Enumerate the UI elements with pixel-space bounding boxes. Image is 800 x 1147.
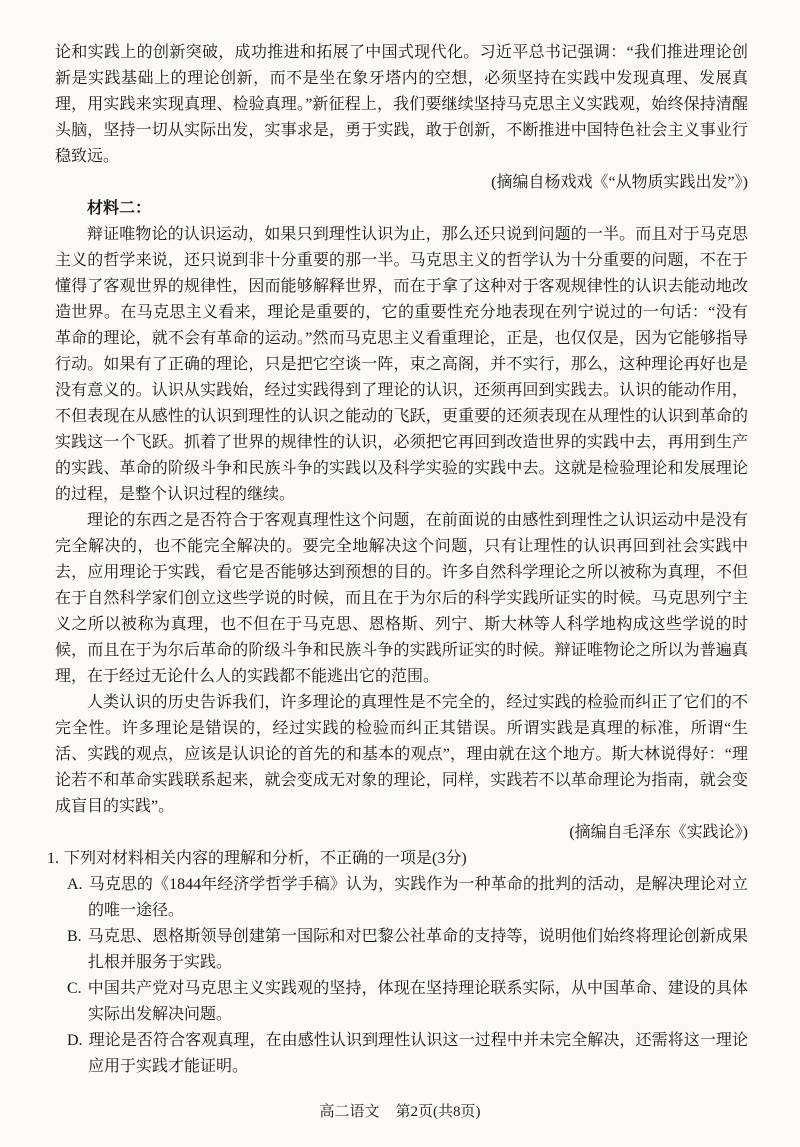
option-b-label: B. <box>67 928 82 945</box>
material2-attribution: (摘编自毛泽东《实践论》) <box>569 824 748 841</box>
question-1-option-a <box>67 872 748 924</box>
question-1-stem-text: 下列对材料相关内容的理解和分析，不正确的一项是(3分) <box>64 850 467 867</box>
question-1-option-d <box>67 1028 748 1080</box>
footer-page-info: 第2页(共8页) <box>395 1104 481 1120</box>
material2-paragraph-1: 辩证唯物论的认识运动，如果只到理性认识为止，那么还只说到问题的一半。而且对于马克思主义的哲学来说，还只说到非十分重要的那一半。马克思主义的哲学认为十分重要的问题，不在于懂得了客观世界的规律性，因而能够解释世界，而在于拿了这种对于客观规律性的认识去能动地改造世界。在马克思主义看来，理论是重要的，它的重要性充分地表现在列宁说过的一句话：“没有革命的理论，就不会有革命的运动。”然而马克思主义看重理论，正是，也仅仅是，因为它能够指导行动。如果有了正确的理论，只是把它空谈一阵，束之高阁，并不实行，那么，这种理论再好也是没有意义的。认识从实践始，经过实践得到了理论的认识，还须再回到实践去。认识的能动作用，不但表现在从感性的认识到理性的认识之能动的飞跃，更重要的还须表现在从理性的认识到革命的实践这一个飞跃。抓着了世界的规律性的认识，必须把它再回到改造世界的实践中去，再用到生产的实践、革命的阶级斗争和民族斗争的实践以及科学实验的实践中去。这就是检验理论和发展理论的过程，是整个认识过程的继续。 <box>55 226 748 503</box>
option-d-label: D. <box>67 1032 83 1049</box>
question-1-option-b <box>67 924 748 976</box>
option-c-text: 中国共产党对马克思主义实践观的坚持，体现在坚持理论联系实际，从中国革命、建设的具体实际出发解决问题。 <box>87 980 748 1023</box>
question-1-option-c <box>67 976 748 1028</box>
question-1-number: 1. <box>47 850 59 867</box>
material2-paragraph-2: 理论的东西之是否符合于客观真理性这个问题，在前面说的由感性到理性之认识运动中是没有完全解决的，也不能完全解决的。要完全地解决这个问题，只有让理性的认识再回到社会实践中去，应用理论于实践，看它是否能够达到预想的目的。许多自然科学理论之所以被称为真理，不但在于自然科学家们创立这些学说的时候，而且在于为尔后的科学实践所证实的时候。马克思列宁主义之所以被称为真理，也不但在于马克思、恩格斯、列宁、斯大林等人科学地构成这些学说的时候，而且在于为尔后革命的阶级斗争和民族斗争的实践所证实的时候。辩证唯物论之所以为普遍真理，在于经过无论什么人的实践都不能逃出它的范围。 <box>55 512 748 685</box>
page-footer <box>0 1099 800 1125</box>
question-1-stem <box>47 846 748 872</box>
material2-paragraph-3: 人类认识的历史告诉我们，许多理论的真理性是不完全的，经过实践的检验而纠正了它们的不完全性。许多理论是错误的，经过实践的检验而纠正其错误。所谓实践是真理的标准，所谓“生活、实践的观点，应该是认识论的首先的和基本的观点”，理由就在这个地方。斯大林说得好：“理论若不和革命实践联系起来，就会变成无对象的理论，同样，实践若不以革命理论为指南，就会变成盲目的实践”。 <box>55 694 748 815</box>
material2-label: 材料二： <box>87 200 152 217</box>
question-1 <box>47 846 748 1080</box>
material1-continuation-paragraph: 论和实践上的创新突破，成功推进和拓展了中国式现代化。习近平总书记强调：“我们推进理论创新是实践基础上的理论创新，而不是坐在象牙塔内的空想，必须坚持在实践中发现真理、发展真理，用实践来实现真理、检验真理。”新征程上，我们要继续坚持马克思主义实践观，始终保持清醒头脑，坚持一切从实际出发，实事求是，勇于实践，敢于创新，不断推进中国特色社会主义事业行稳致远。 <box>55 44 748 165</box>
option-b-text: 马克思、恩格斯领导创建第一国际和对巴黎公社革命的支持等，说明他们始终将理论创新成果扎根并服务于实践。 <box>87 928 748 971</box>
footer-subject: 高二语文 <box>319 1104 380 1120</box>
option-a-label: A. <box>67 876 83 893</box>
option-d-text: 理论是否符合客观真理，在由感性认识到理性认识这一过程中并未完全解决，还需将这一理论应用于实践才能证明。 <box>88 1032 748 1075</box>
option-c-label: C. <box>67 980 82 997</box>
material1-attribution: (摘编自杨戏戏《“从物质实践出发”》) <box>491 174 748 191</box>
option-a-text: 马克思的《1844年经济学哲学手稿》认为，实践作为一种革命的批判的活动，是解决理论对立的唯一途径。 <box>88 876 748 919</box>
